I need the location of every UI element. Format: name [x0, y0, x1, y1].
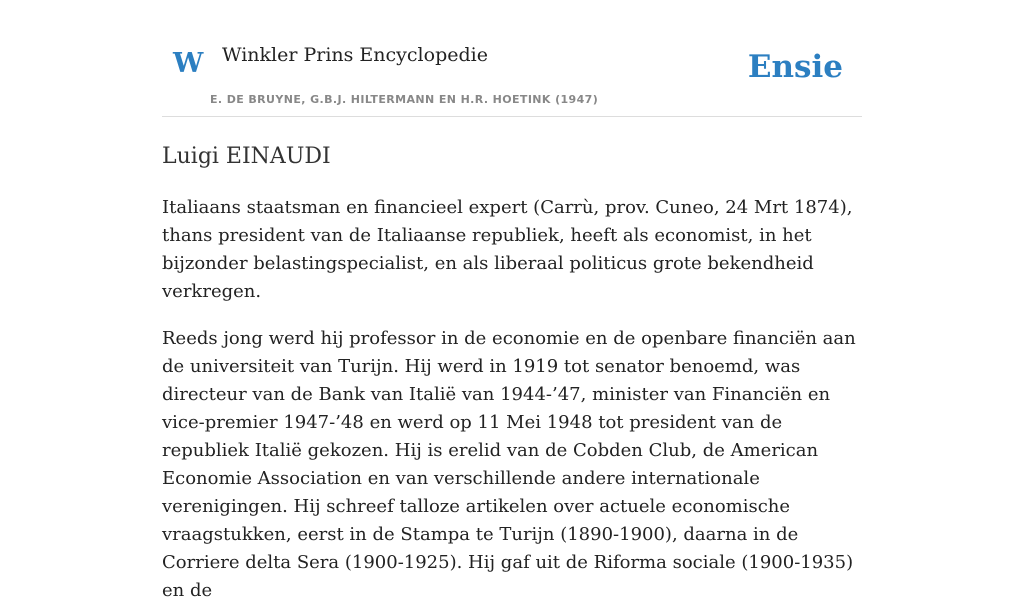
article-title: Luigi EINAUDI — [162, 144, 331, 169]
page-container — [162, 0, 862, 605]
article-paragraph-1: Italiaans staatsman en financieel expert (Carrù, prov. Cuneo, 24 Mrt 1874), thans president van de Italiaanse republiek, heeft als economist, in het bijzonder belastingspecialist, en als liberaal politicus grote bekendheid verkregen. — [162, 197, 853, 303]
source-authors: E. DE BRUYNE, G.B.J. HILTERMANN EN H.R. HOETINK (1947) — [210, 93, 599, 106]
ensie-logo-link[interactable]: Ensie — [747, 49, 843, 85]
source-title[interactable]: Winkler Prins Encyclopedie — [222, 44, 488, 66]
site-header — [162, 0, 862, 117]
article-paragraph-2: Reeds jong werd hij professor in de economie en de openbare financiën aan de universiteit van Turijn. Hij werd in 1919 tot senator benoemd, was directeur van de Bank van Italië van 1944-’47, minister van Financiën en vice-premier 1947-’48 en werd op 11 Mei 1948 tot president van de republiek Italië gekozen. Hij is erelid van de Cobden Club, de American Economie Association en van verschillende andere internationale verenigingen. Hij schreef talloze artikelen over actuele economische vraagstukken, eerst in de Stampa te Turijn (1890-1900), daarna in de Corriere delta Sera (1900-1925). Hij gaf uit de Riforma sociale (1900-1935) en de — [162, 328, 856, 602]
winkler-prins-logo-icon[interactable]: W — [173, 48, 204, 79]
